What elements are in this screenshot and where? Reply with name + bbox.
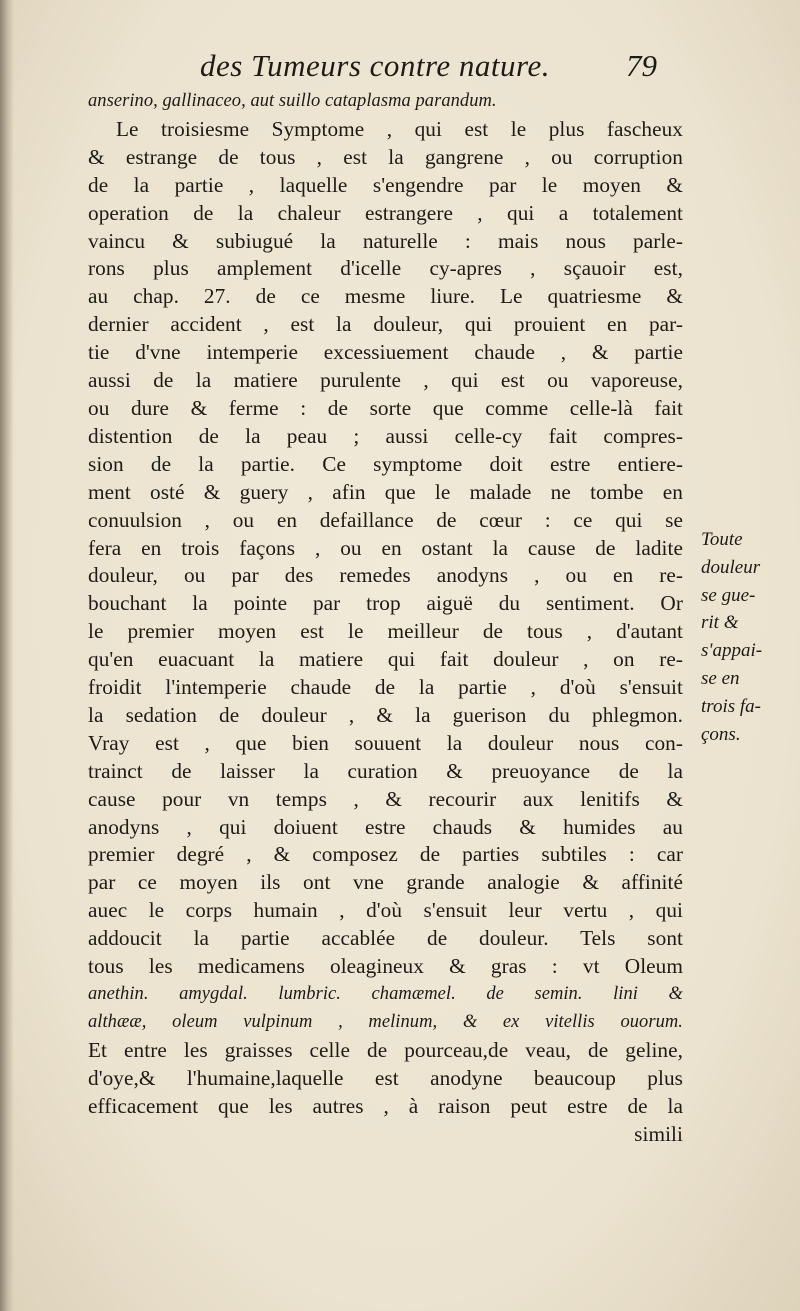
text-line: dernier accident , est la douleur, qui prouient en par- (88, 312, 683, 337)
text-line: tie d'vne intemperie excessiuement chaude , & partie (88, 340, 683, 365)
text-line: de la partie , laquelle s'engendre par le moyen & (88, 172, 683, 197)
text-line: Le troisiesme Symptome , qui est le plus fascheux (116, 116, 683, 141)
text-line: addoucit la partie accablée de douleur. Tels sont (88, 926, 683, 951)
text-line: anserino, gallinaceo, aut suillo cataplasma parandum. (88, 91, 497, 111)
text-line: premier degré , & composez de parties subtiles : car (88, 842, 683, 867)
text-line: conuulsion , ou en defaillance de cœur : ce qui se (88, 507, 683, 532)
text-line: douleur, ou par des remedes anodyns , ou en re- (88, 563, 683, 588)
text-line: trainct de laisser la curation & preuoyance de la (88, 758, 683, 783)
text-line: auec le corps humain , d'où s'ensuit leur vertu , qui (88, 898, 683, 923)
catchword: simili (634, 1121, 683, 1146)
text-line: bouchant la pointe par trop aiguë du sentiment. Or (88, 591, 683, 616)
text-line: Et entre les graisses celle de pourceau,de veau, de geline, (88, 1037, 683, 1062)
text-line: rons plus amplement d'icelle cy-apres , sçauoir est, (88, 256, 683, 281)
margin-note-line: se gue- (701, 584, 756, 606)
text-line: ment osté & guery , afin que le malade ne tombe en (88, 479, 683, 504)
text-line: cause pour vn temps , & recourir aux lenitifs & (88, 786, 683, 811)
text-line: Vray est , que bien souuent la douleur nous con- (88, 730, 683, 755)
margin-note-line: Toute (701, 529, 743, 550)
text-line: anethin. amygdal. lumbric. chamæmel. de semin. lini & (88, 984, 683, 1004)
text-line: le premier moyen est le meilleur de tous , d'autant (88, 619, 683, 644)
text-line: qu'en euacuant la matiere qui fait douleur , on re- (88, 647, 683, 672)
text-line: au chap. 27. de ce mesme liure. Le quatriesme & (88, 284, 683, 309)
text-line: althææ, oleum vulpinum , melinum, & ex vitellis ouorum. (88, 1011, 683, 1032)
text-line: anodyns , qui doiuent estre chauds & humides au (88, 814, 683, 839)
text-line: fera en trois façons , ou en ostant la cause de ladite (88, 535, 683, 560)
text-line: la sedation de douleur , & la guerison du phlegmon. (88, 702, 683, 727)
text-line: par ce moyen ils ont vne grande analogie & affinité (88, 870, 683, 895)
text-line: distention de la peau ; aussi celle-cy fait compres- (88, 423, 683, 448)
binding-gutter-shadow (0, 0, 14, 1311)
text-line: & estrange de tous , est la gangrene , ou corruption (88, 144, 683, 169)
margin-note-line: douleur (701, 556, 761, 578)
text-line: aussi de la matiere purulente , qui est ou vaporeuse, (88, 368, 683, 393)
body-text (88, 88, 683, 1148)
margin-note-line: çons. (701, 723, 741, 745)
text-line: ou dure & ferme : de sorte que comme celle-là fait (88, 395, 683, 420)
margin-note-line: se en (701, 667, 740, 689)
text-line: d'oye,& l'humaine,laquelle est anodyne beaucoup plus (88, 1065, 683, 1090)
text-line: efficacement que les autres , à raison peut estre de la (88, 1093, 683, 1118)
margin-note-line: rit & (701, 612, 739, 634)
margin-note (701, 526, 793, 748)
page-number: 79 (626, 48, 657, 83)
text-line: froidit l'intemperie chaude de la partie , d'où s'ensuit (88, 675, 683, 700)
text-line: vaincu & subiugué la naturelle : mais nous parle- (88, 228, 683, 253)
text-line: sion de la partie. Ce symptome doit estre entiere- (88, 451, 683, 476)
margin-note-line: trois fa- (701, 695, 761, 717)
text-line: operation de la chaleur estrangere , qui a totalement (88, 200, 683, 225)
margin-note-line: s'appai- (701, 640, 763, 662)
text-line: tous les medicamens oleagineux & gras : vt Oleum (88, 954, 683, 979)
running-title: des Tumeurs contre nature. (200, 48, 550, 83)
